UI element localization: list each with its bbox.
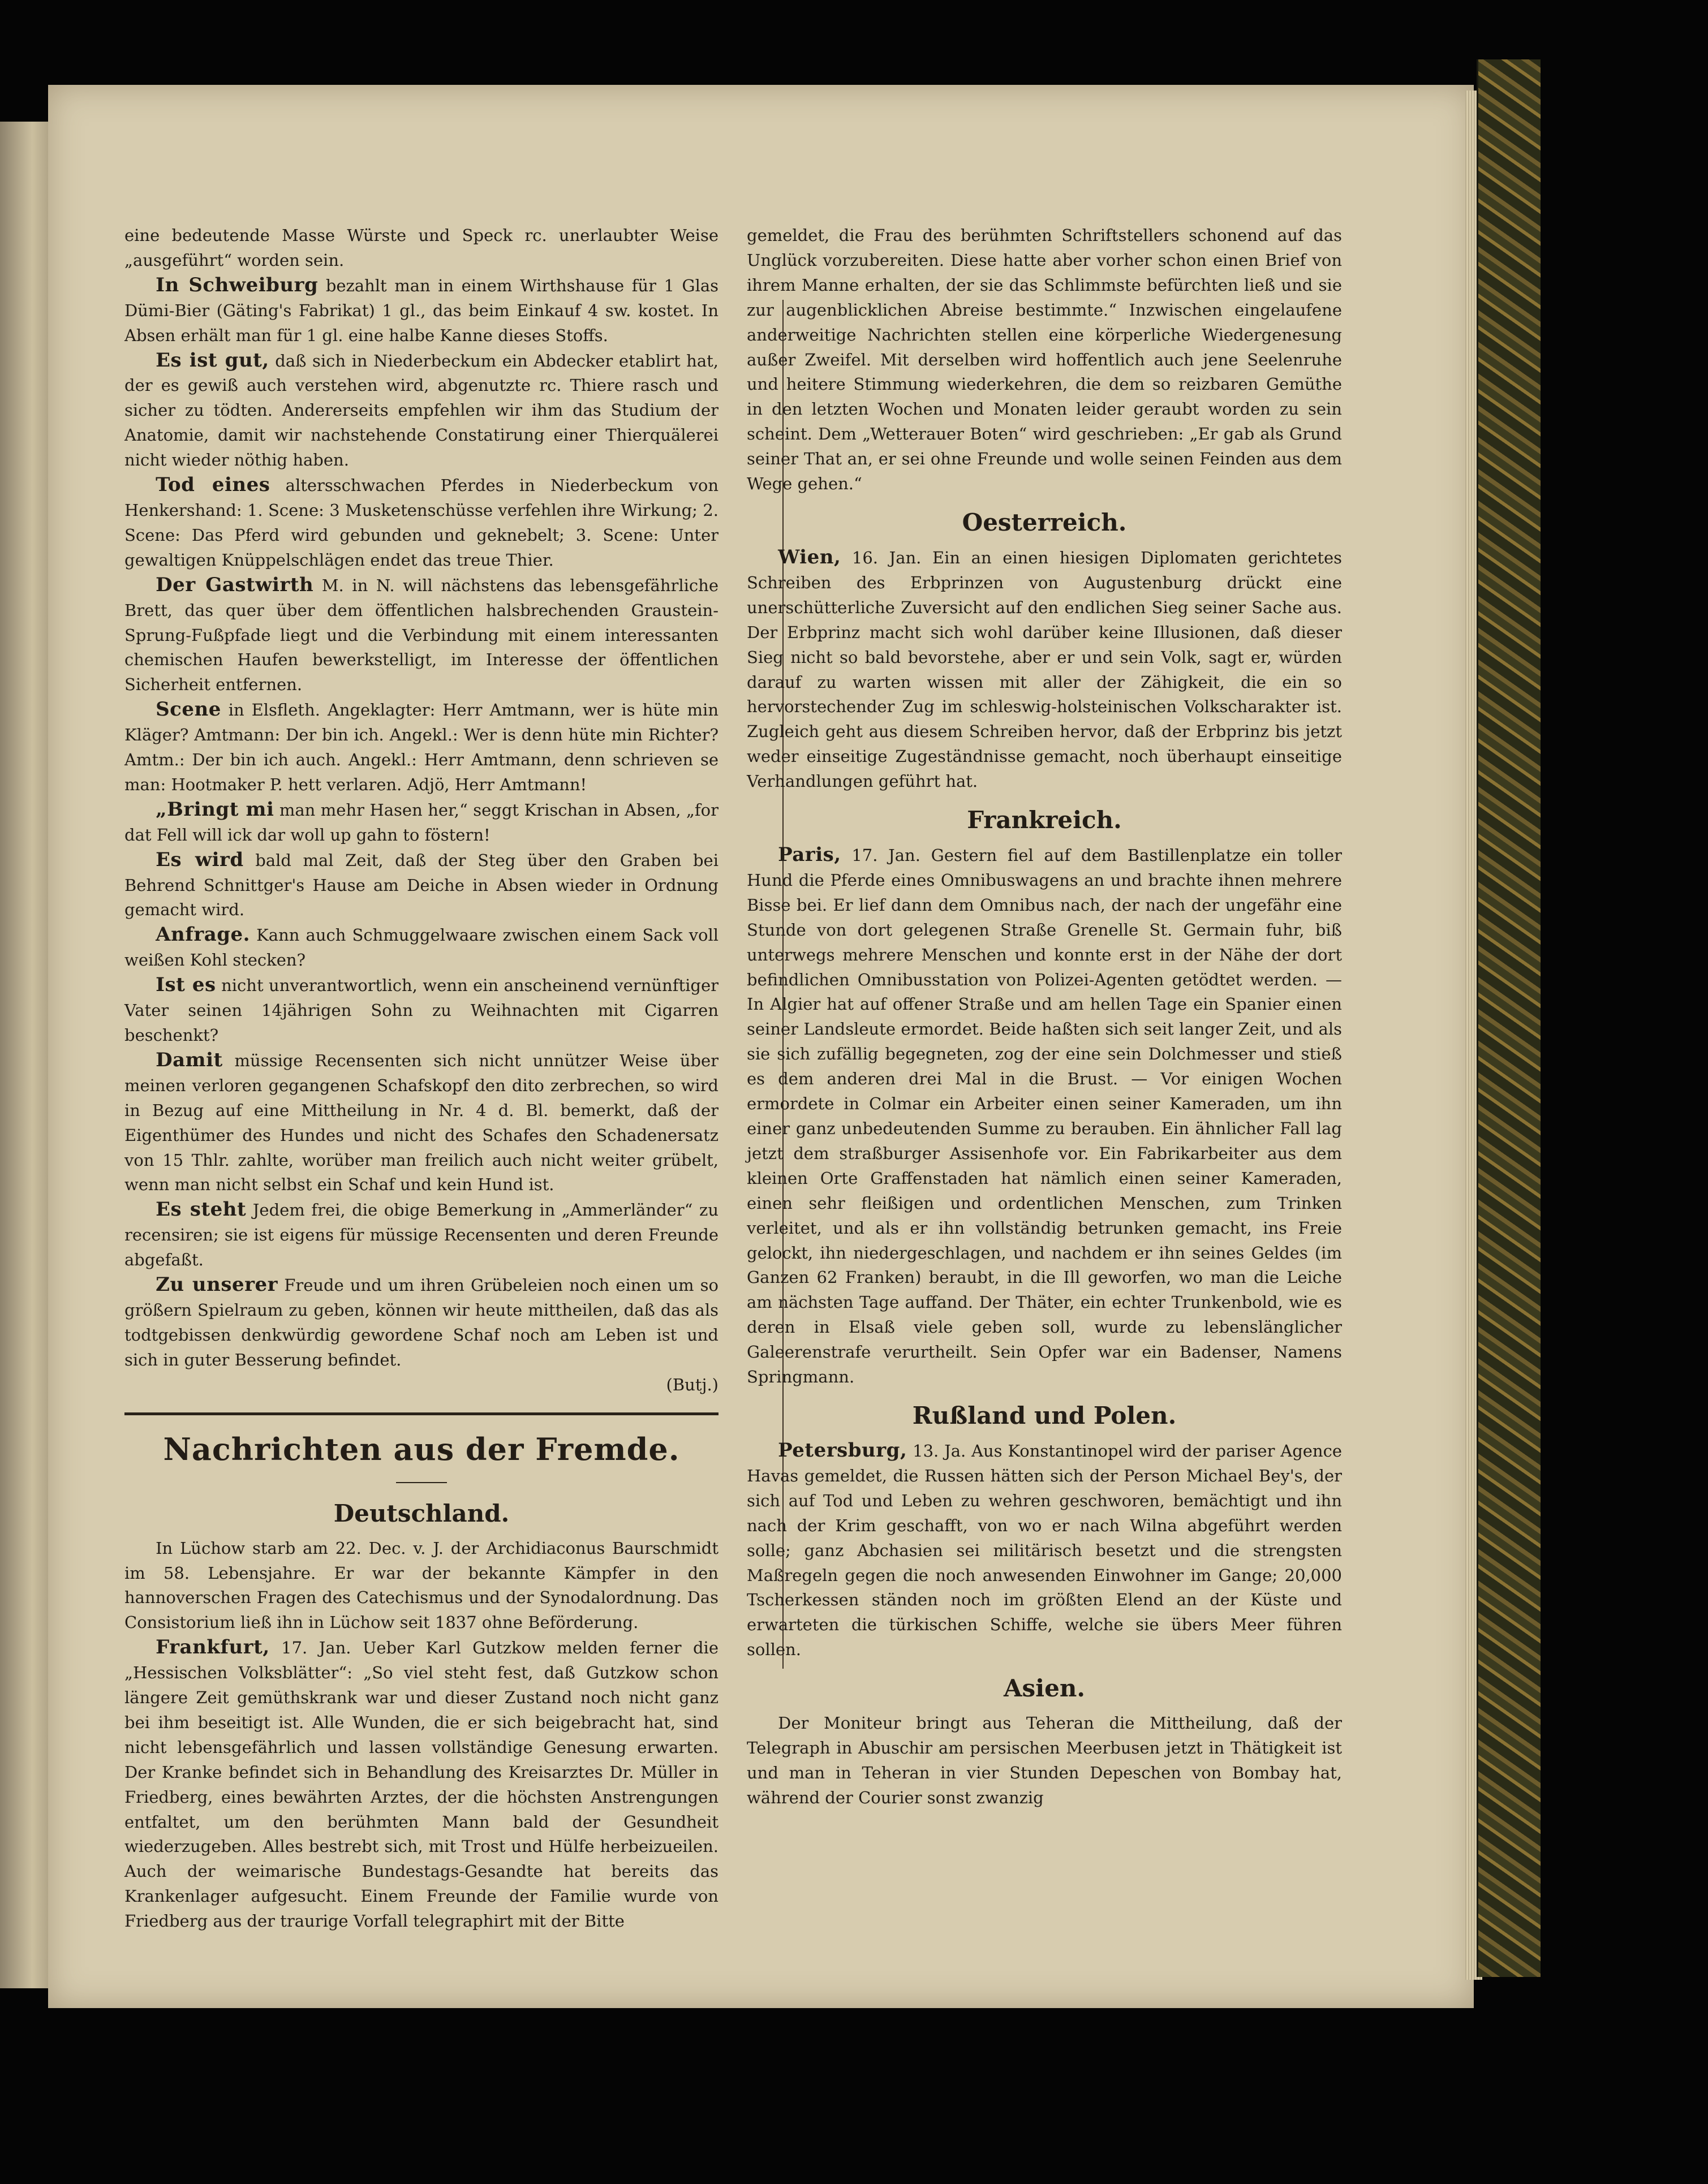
dateline: Petersburg, xyxy=(778,1438,907,1462)
notice-lead: In Schweiburg xyxy=(156,273,319,296)
marbled-book-cover xyxy=(1477,59,1541,1977)
notice-paragraph xyxy=(124,798,719,848)
notice-lead: Es steht xyxy=(156,1198,247,1221)
notice-lead: Es wird xyxy=(156,848,244,871)
notice-text: Jedem frei, die obige Bemerkung in „Ammerländer“ zu recensiren; sie ist eigens für müssige Recensenten und deren Freunde abgefaßt. xyxy=(124,1200,719,1270)
heading-oesterreich: Oesterreich. xyxy=(962,508,1127,536)
notice-text: in Elsfleth. Angeklagter: Herr Amtmann, wer is hüte min Kläger? Amtmann: Der bin ich. Angekl.: Wer is denn hüte min Richter? Amtm.: Der bin ich auch. Angekl.: Herr Amtmann, denn schrieven se man: Hootmaker P. hett verlaren. Adjö, Herr Amtmann! xyxy=(124,700,719,794)
notice-lead: Ist es xyxy=(156,973,216,997)
notice-paragraph xyxy=(124,848,719,923)
section-title: Nachrichten aus der Fremde. xyxy=(163,1431,680,1467)
notice-paragraph xyxy=(124,273,719,348)
notice-lead: „Bringt mi xyxy=(156,798,274,821)
article-text: 17. Jan. Gestern fiel auf dem Bastillenplatze ein toller Hund die Pferde eines Omnibuswagens an und brachte ihnen mehrere Bisse bei. Er lief dann dem Omnibus nach, der nach der ungefähr eine Stunde von dort gelegenen Straße Grenelle St. Germain fuhr, biß unterwegs mehrere Menschen und konnte erst in der Nähe der dort befindlichen Omnibusstation von Polizei-Agenten getödtet werden. — In Algier hat auf offener Straße und am hellen Tage ein Spanier einen seiner Landsleute ermordet. Beide haßten sich seit langer Zeit, und als sie sich zufällig begegneten, zog der eine sein Dolchmesser und stieß es dem anderen drei Mal in die Brust. — Vor einigen Wochen ermordete in Colmar ein Arbeiter einen seiner Kameraden, um ihn einer ganz unbedeutenden Summe zu berauben. Ein ähnlicher Fall lag jetzt dem straßburger Assisenhofe vor. Ein Fabrikarbeiter aus dem kleinen Orte Graffenstaden hat nämlich einen seiner Kameraden, einen sehr fleißigen und ordentlichen Menschen, zum Trinken verleitet, und als er ihn vollständig betrunken gemacht, ins Freie gelockt, ihn niedergeschlagen, und nachdem er ihn seines Geldes (im Ganzen 62 Franken) beraubt, in die Ill geworfen, wo man die Leiche am nächsten Tage auffand. Der Thäter, ein echter Trunkenbold, wie es deren in Elsaß viele geben soll, wurde zu lebenslänglicher Galeerenstrafe verurtheilt. Sein Opfer war ein Badenser, Namens Springmann. xyxy=(747,846,1343,1387)
heading-asien: Asien. xyxy=(1003,1674,1086,1703)
dateline: Wien, xyxy=(778,545,841,568)
continued-article: gemeldet, die Frau des berühmten Schriftstellers schonend auf das Unglück vorzubereiten. Diese hatte aber vorher schon einen Brief von ihrem Manne erhalten, der sie das Schlimmste befürchten ließ und sie zur augenblicklichen Abreise bestimmte.“ Inzwischen eingelaufene anderweitige Nachrichten stellen eine körperliche Wiedergenesung außer Zweifel. Mit derselben wird hoffentlich auch jene Seelenruhe und heitere Stimmung wiederkehren, die dem so reizbaren Gemüthe in den letzten Wochen und Monaten leider geraubt worden zu sein scheint. Dem „Wetterauer Boten“ wird geschrieben: „Er gab als Grund seiner That an, er sei ohne Freunde und wolle seinen Feinden aus dem Wege gehen.“ xyxy=(747,226,1342,494)
notice-text: bald mal Zeit, daß der Steg über den Graben bei Behrend Schnittger's Hause am Deiche in Absen wieder in Ordnung gemacht wird. xyxy=(124,850,719,920)
notice-paragraph xyxy=(124,1197,719,1273)
article-paris xyxy=(747,843,1342,1390)
notice-paragraph xyxy=(124,473,719,573)
notice-paragraph xyxy=(124,973,719,1048)
source-credit: (Butj.) xyxy=(666,1375,719,1394)
notice-text: eine bedeutende Masse Würste und Speck rc. unerlaubter Weise „ausgeführt“ worden sein. xyxy=(124,226,719,270)
heading-russland: Rußland und Polen. xyxy=(912,1401,1177,1429)
section-rule xyxy=(124,1412,719,1415)
notice-text: müssige Recensenten sich nicht unnützer Weise über meinen verloren gegangenen Schafskopf den dito zerbrechen, so wird in Bezug auf eine Mittheilung in Nr. 4 d. Bl. bemerkt, daß der Eigenthümer des Hundes und nicht des Schafes den Schadenersatz von 15 Thlr. zahlte, worüber man freilich auch nicht weiter grübelt, wenn man nicht selbst ein Schaf und kein Hund ist. xyxy=(124,1050,719,1195)
heading-deutschland: Deutschland. xyxy=(333,1499,510,1527)
notice-lead: Scene xyxy=(156,698,221,721)
notice-paragraph xyxy=(124,573,719,698)
notice-paragraph xyxy=(124,1273,719,1373)
notice-paragraph xyxy=(124,697,719,798)
article-text: 13. Ja. Aus Konstantinopel wird der pariser Agence Havas gemeldet, die Russen hätten sich der Person Michael Bey's, der sich auf Tod und Leben zu wehren geschworen, bemächtigt und ihn nach der Krim geschafft, von wo er nach Wilna abgeführt werden solle; ganz Abchasien sei militärisch besetzt und die strengsten Maßregeln gegen die noch anwesenden Einwohner im Gange; 20,000 Tscherkessen ständen noch im größten Elend an der Küste und erwarteten die türkischen Schiffe, welche sie übers Meer führen sollen. xyxy=(747,1441,1343,1660)
notice-text: M. in N. will nächstens das lebensgefährliche Brett, das quer über dem öffentlichen halsbrechenden Graustein-Sprung-Fußpfade liegt und die Verbindung mit einem interessanten chemischen Haufen bewerkstelligt, im Interesse der öffentlichen Sicherheit entfernen. xyxy=(124,575,719,695)
notice-lead: Der Gastwirth xyxy=(156,573,314,596)
article-asien: Der Moniteur bringt aus Teheran die Mittheilung, daß der Telegraph in Abuschir am persischen Meerbusen jetzt in Thätigkeit ist und man in Teheran in vier Stunden Depeschen von Bombay hat, während der Courier sonst zwanzig xyxy=(747,1713,1342,1807)
deutschland-articles xyxy=(124,1536,719,1935)
title-rule xyxy=(396,1482,447,1483)
notice-paragraph xyxy=(124,1536,719,1636)
article-petersburg xyxy=(747,1438,1342,1662)
notice-lead: Anfrage. xyxy=(156,923,251,946)
right-column xyxy=(747,223,1342,1811)
notice-lead: Tod eines xyxy=(156,473,270,497)
article-text: 16. Jan. Ein an einen hiesigen Diplomaten gerichtetes Schreiben des Erbprinzen von Augustenburg drückt eine unerschütterliche Zuversicht auf den endlichen Sieg seiner Sache aus. Der Erbprinz macht sich wohl darüber keine Illusionen, daß dieser Sieg nicht so bald bevorstehe, aber er und sein Volk, sagt er, würden darauf zu warten wissen mit aller der Zähigkeit, die ein so hervorstechender Zug im schleswig-holsteinischen Volkscharakter ist. Zugleich geht aus diesem Schreiben hervor, daß der Erbprinz bis jetzt weder einseitige Zugeständnisse gemacht, noch überhaupt einseitige Verhandlungen geführt hat. xyxy=(747,548,1343,791)
notice-text: 17. Jan. Ueber Karl Gutzkow melden ferner die „Hessischen Volksblätter“: „So viel steht fest, daß Gutzkow schon längere Zeit gemüthskrank war und dieser Zustand noch nicht ganz bei ihm beseitigt ist. Alle Wunden, die er sich beigebracht hat, sind nicht lebensgefährlich und lassen vollständige Genesung erwarten. Der Kranke befindet sich in Behandlung des Kreisarztes Dr. Müller in Friedberg, eines bewährten Arztes, der die höchsten Anstrengungen entfaltet, um den berühmten Mann bald der Gesundheit wiederzugeben. Alles bestrebt sich, mit Trost und Hülfe herbeizueilen. Auch der weimarische Bundestags-Gesandte hat bereits das Krankenlager aufgesucht. Einem Freunde der Familie wurde von Friedberg aus der traurige Vorfall telegraphirt mit der Bitte xyxy=(124,1638,719,1931)
notice-lead: Es ist gut, xyxy=(156,348,269,372)
notice-lead: Zu unserer xyxy=(156,1273,278,1296)
notice-lead: Frankfurt, xyxy=(156,1636,270,1659)
notice-paragraph xyxy=(124,923,719,973)
notice-text: daß sich in Niederbeckum ein Abdecker etablirt hat, der es gewiß auch verstehen wird, abgenutzte rc. Thiere rasch und sicher zu tödten. Andererseits empfehlen wir ihm das Studium der Anatomie, damit wir nachstehende Constatirung einer Thierquälerei nicht wieder nöthig haben. xyxy=(124,351,719,470)
notice-text: nicht unverantwortlich, wenn ein anscheinend vernünftiger Vater seinen 14jährigen Sohn zu Weihnachten mit Cigarren beschenkt? xyxy=(124,976,719,1045)
local-notes xyxy=(124,223,719,1373)
heading-frankreich: Frankreich. xyxy=(967,806,1122,834)
notice-text: bezahlt man in einem Wirthshause für 1 Glas Dümi-Bier (Gäting's Fabrikat) 1 gl., das beim Einkauf 4 sw. kostet. In Absen erhält man für 1 gl. eine halbe Kanne dieses Stoffs. xyxy=(124,275,719,345)
notice-text: man mehr Hasen her,“ seggt Krischan in Absen, „for dat Fell will ick dar woll up gahn to föstern! xyxy=(124,800,719,845)
notice-paragraph xyxy=(124,223,719,273)
article-wien xyxy=(747,545,1342,794)
left-page-edge xyxy=(0,122,54,1988)
left-column xyxy=(124,223,719,1934)
notice-paragraph xyxy=(124,1048,719,1197)
dateline: Paris, xyxy=(778,843,841,867)
notice-text: In Lüchow starb am 22. Dec. v. J. der Archidiaconus Baurschmidt im 58. Lebensjahre. Er war der bekannte Kämpfer in den hannoverschen Fragen des Catechismus und der Synodalordnung. Das Consistorium ließ ihn in Lüchow seit 1837 ohne Beförderung. xyxy=(124,1538,719,1632)
notice-text: Kann auch Schmuggelwaare zwischen einem Sack voll weißen Kohl stecken? xyxy=(124,925,719,970)
notice-paragraph xyxy=(124,1635,719,1934)
notice-paragraph xyxy=(124,348,719,473)
notice-text: Freude und um ihren Grübeleien noch einen um so größern Spielraum zu geben, können wir heute mittheilen, daß das als todtgebissen denkwürdig gewordene Schaf noch am Leben ist und sich in guter Besserung befindet. xyxy=(124,1276,719,1369)
notice-text: altersschwachen Pferdes in Niederbeckum von Henkershand: 1. Scene: 3 Musketenschüsse verfehlen ihre Wirkung; 2. Scene: Das Pferd wird gebunden und geknebelt; 3. Scene: Unter gewaltigen Knüppelschlägen endet das treue Thier. xyxy=(124,476,719,570)
notice-lead: Damit xyxy=(156,1048,223,1071)
